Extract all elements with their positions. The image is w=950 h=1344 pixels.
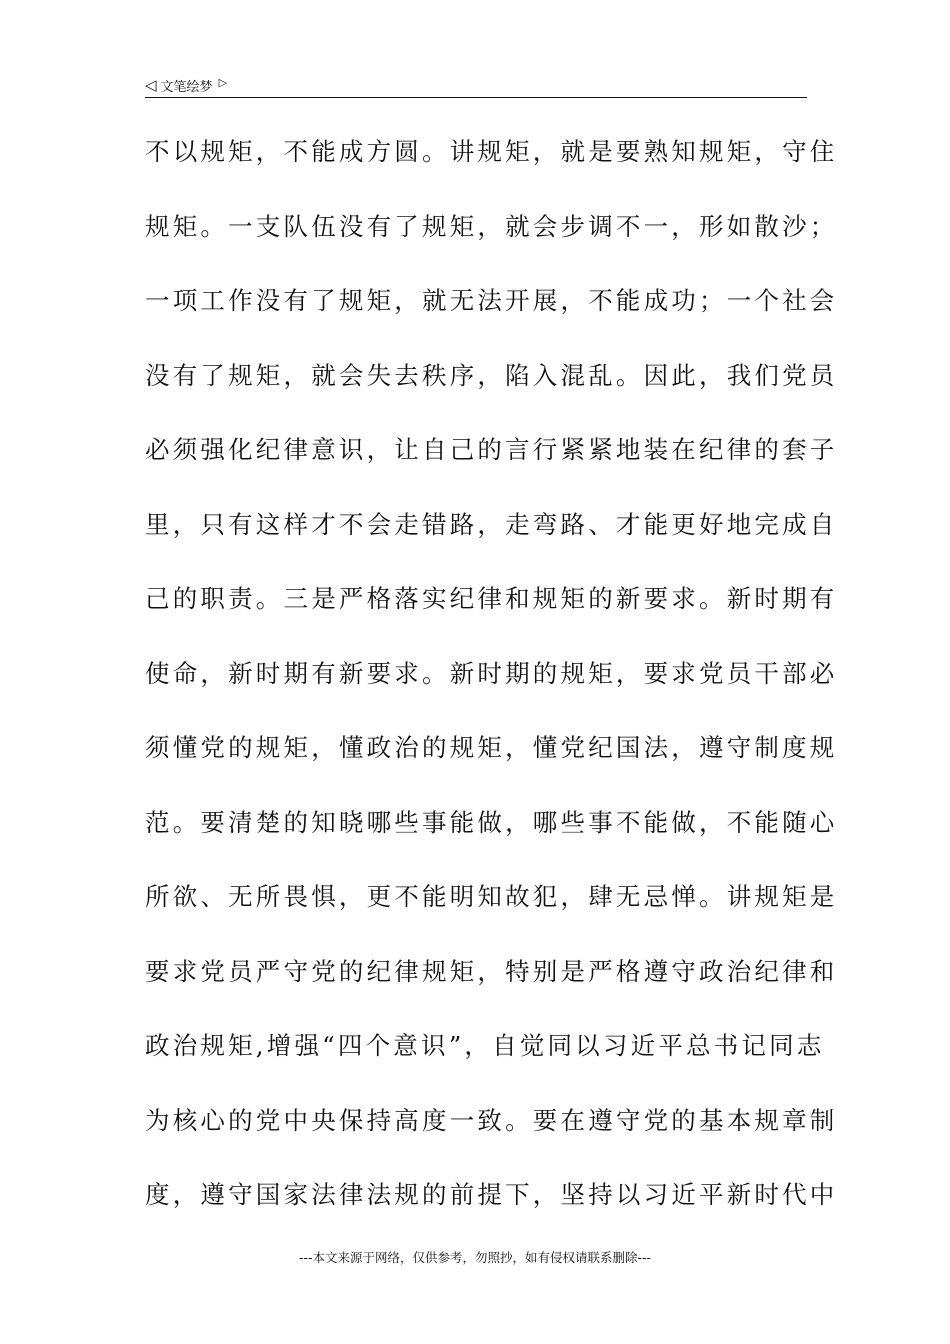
page-header	[145, 72, 807, 98]
triangle-right-icon: ▷	[218, 75, 228, 89]
text-line: 没有了规矩，就会失去秩序，陷入混乱。因此，我们党员	[145, 360, 838, 390]
text-line: 范。要清楚的知晓哪些事能做，哪些事不能做，不能随心	[145, 807, 838, 837]
text-line: 必须强化纪律意识，让自己的言行紧紧地装在纪律的套子	[145, 435, 838, 464]
text-line: 规矩。一支队伍没有了规矩，就会步调不一，形如散沙；	[145, 211, 838, 241]
text-line: 不以规矩，不能成方圆。讲规矩，就是要熟知规矩，守住	[145, 137, 838, 166]
text-line: 一项工作没有了规矩，就无法开展，不能成功；一个社会	[145, 286, 838, 315]
document-body	[145, 124, 838, 1242]
text-line: 政治规矩,增强“四个意识”，自觉同以习近平总书记同志	[145, 1031, 825, 1060]
page-footer: ---本文来源于网络，仅供参考，勿照抄，如有侵权请联系删除---	[298, 1250, 652, 1265]
text-line: 度，遵守国家法律法规的前提下，坚持以习近平新时代中	[145, 1180, 838, 1209]
text-line: 须懂党的规矩，懂政治的规矩，懂党纪国法，遵守制度规	[145, 733, 838, 762]
text-line: 要求党员严守党的纪律规矩，特别是严格遵守政治纪律和	[145, 956, 838, 986]
triangle-left-icon: ◁	[145, 75, 157, 94]
header-title: 文笔绘梦	[160, 79, 213, 95]
text-line: 为核心的党中央保持高度一致。要在遵守党的基本规章制	[145, 1105, 838, 1135]
header-divider	[145, 97, 807, 98]
text-line: 所欲、无所畏惧，更不能明知故犯，肆无忌惮。讲规矩是	[145, 882, 838, 911]
text-line: 里，只有这样才不会走错路，走弯路、才能更好地完成自	[145, 509, 838, 539]
text-line: 使命，新时期有新要求。新时期的规矩，要求党员干部必	[145, 658, 838, 688]
text-line: 己的职责。三是严格落实纪律和规矩的新要求。新时期有	[145, 584, 838, 613]
